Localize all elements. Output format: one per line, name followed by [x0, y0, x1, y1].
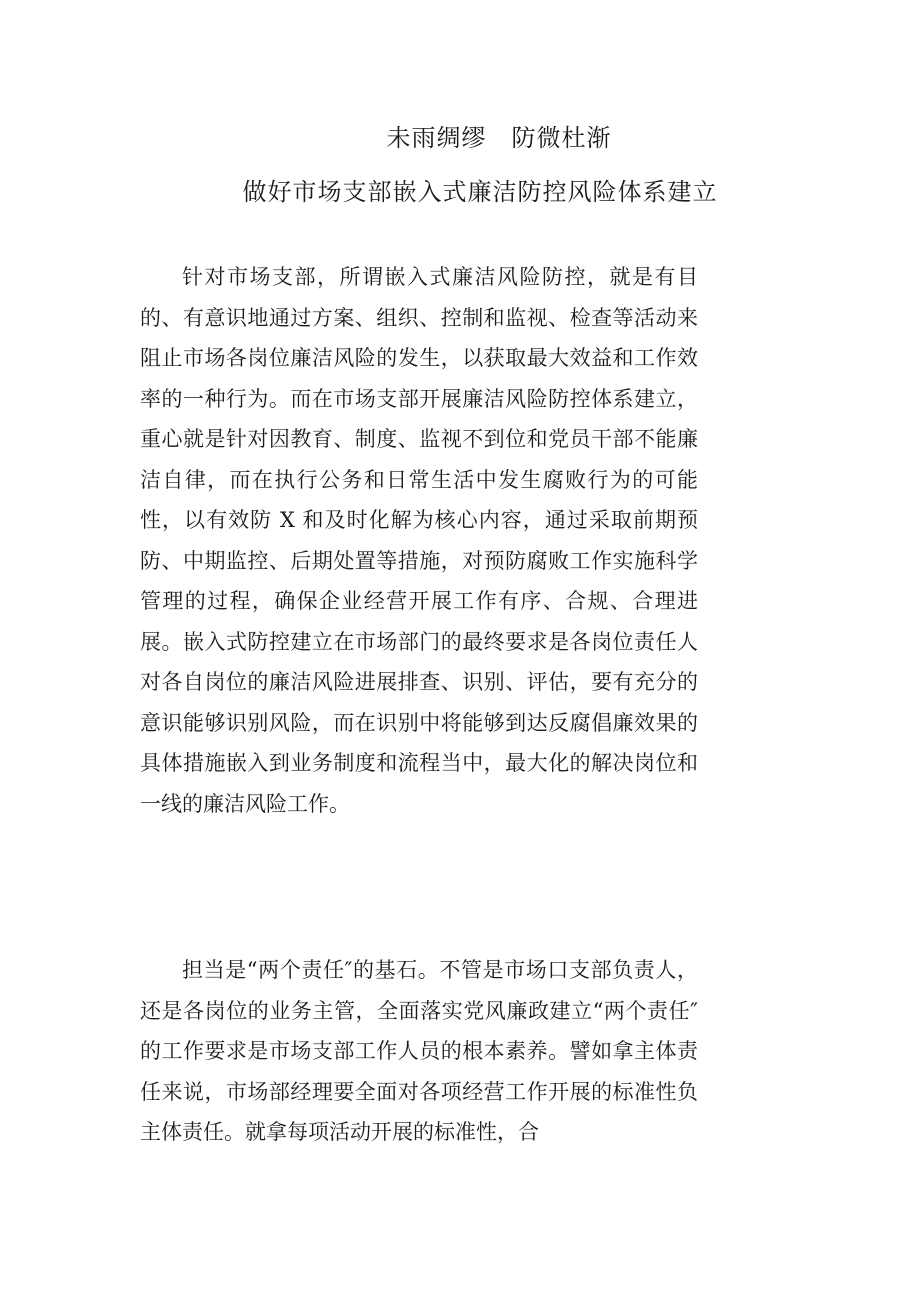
document-subtitle: 做好市场支部嵌入式廉洁防控风险体系建立 — [242, 178, 718, 206]
body-paragraph: 针对市场支部，所谓嵌入式廉洁风险防控，就是有目的、有意识地通过方案、组织、控制和监视、检查等活动来阻止市场各岗位廉洁风险的发生，以获取最大效益和工作效率的一种行为。而在市场支部开展廉洁风险防控体系建立，重心就是针对因教育、制度、监视不到位和党员干部不能廉洁自律，而在执行公务和日常生活中发生腐败行为的可能性，以有效防 X 和及时化解为核心内容，通过采取前期预防、中期监控、后期处置等措施，对预防腐败工作实施科学管理的过程，确保企业经营开展工作有序、合规、合理进展。嵌入式防控建立在市场部门的最终要求是各岗位责任人对各自岗位的廉洁风险进展排查、识别、评估，要有充分的意识能够识别风险，而在识别中将能够到达反腐倡廉效果的具体措施嵌入到业务制度和流程当中，最大化的解决岗位和一线的廉洁风险工作。 — [140, 265, 698, 816]
document-title: 未雨绸缪 防微杜渐 — [386, 124, 612, 152]
body-paragraph: 担当是“两个责任″的基石。不管是市场口支部负责人，还是各岗位的业务主管，全面落实党风廉政建立“两个责任″的工作要求是市场支部工作人员的根本素养。譬如拿主体责任来说，市场部经理要全面对各项经营工作开展的标准性负主体责任。就拿每项活动开展的标准性，合 — [140, 958, 698, 1144]
